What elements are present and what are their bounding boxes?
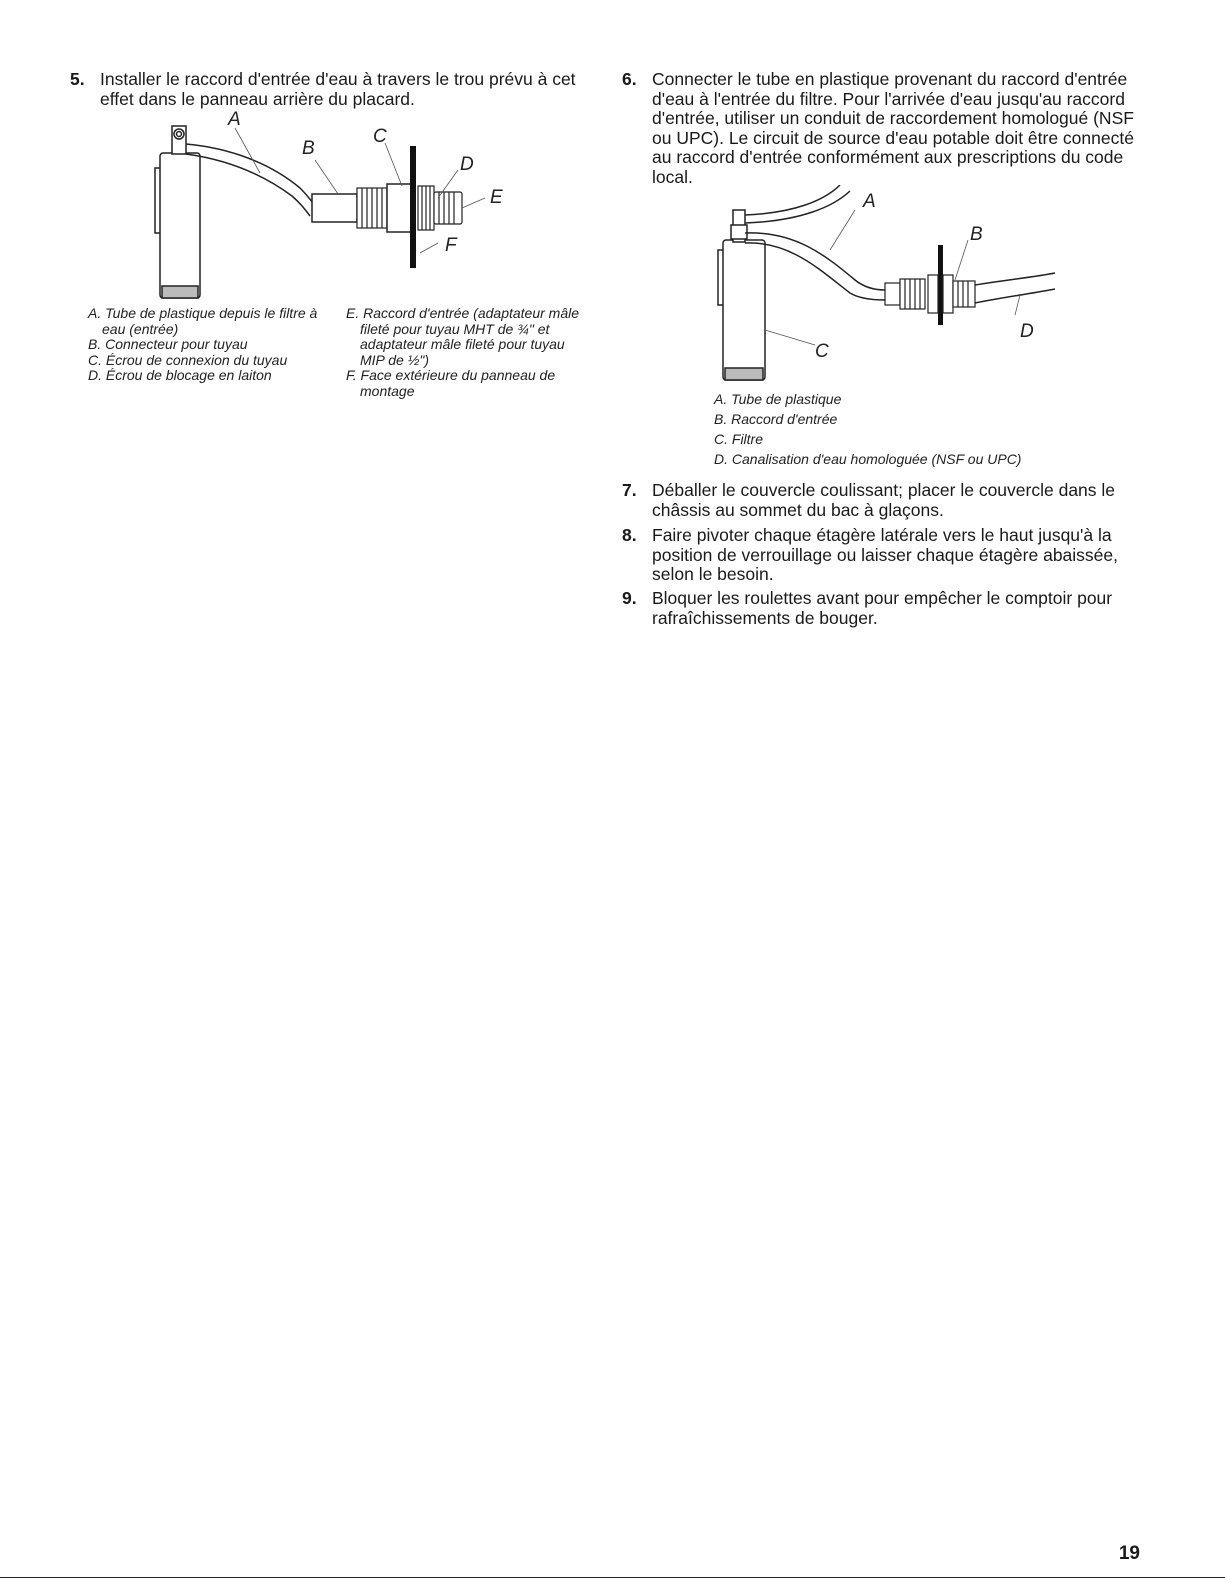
- label-c: C: [815, 341, 829, 362]
- label-d: D: [460, 154, 474, 175]
- step-number: 8.: [622, 525, 637, 545]
- label-e: E: [490, 187, 503, 208]
- caption-item: E. Raccord d'entrée (adaptateur mâle fileté pour tuyau MHT de ¾" et adaptateur mâle fileté pour tuyau MIP de ½"): [346, 305, 580, 368]
- caption-item: D. Écrou de blocage en laiton: [88, 367, 272, 383]
- step-number: 7.: [622, 480, 637, 500]
- connection-nut: [357, 188, 387, 228]
- step-5: [70, 70, 590, 109]
- caption-item: C. Écrou de connexion du tuyau: [88, 351, 288, 368]
- figure-inlet-installation: [140, 108, 520, 303]
- step-6: [622, 70, 1147, 187]
- male-thread-adapter: [434, 192, 462, 224]
- label-f: F: [445, 235, 457, 256]
- inlet-fitting: [885, 279, 925, 309]
- step-text: Installer le raccord d'entrée d'eau à travers le trou prévu à cet effet dans le panneau arrière du placard.: [100, 69, 576, 109]
- step-text: Déballer le couvercle coulissant; placer le couvercle dans le châssis au sommet du bac à glaçons.: [652, 480, 1116, 520]
- brass-lock-nut: [418, 186, 434, 230]
- caption-item: D. Canalisation d'eau homologuée (NSF ou UPC): [714, 451, 1022, 467]
- label-b: B: [302, 138, 315, 159]
- caption-item: A. Tube de plastique: [714, 391, 842, 407]
- label-c: C: [373, 126, 387, 147]
- caption-item: B. Raccord d'entrée: [714, 411, 838, 427]
- hose-connector: [312, 194, 357, 222]
- step-9: [622, 589, 1147, 628]
- step-text: Connecter le tube en plastique provenant du raccord d'entrée d'eau à l'entrée du filtre. Pour l'arrivée d'eau jusqu'au raccord d'entrée, utiliser un conduit de raccordement homologué (NSF ou UPC). Le circuit de source d'eau potable doit être connecté au raccord d'entrée conformément aux prescriptions du code local.: [652, 69, 1134, 187]
- step-number: 6.: [622, 69, 637, 89]
- mounting-panel: [410, 146, 416, 268]
- step-7: [622, 481, 1147, 520]
- page-number: 19: [1118, 1543, 1140, 1564]
- label-a: A: [228, 109, 241, 130]
- figure1-captions-col2: [346, 306, 586, 399]
- caption-item: F. Face extérieure du panneau de montage: [346, 367, 556, 399]
- step-8: [622, 526, 1147, 585]
- label-a: A: [863, 191, 876, 212]
- mounting-panel: [938, 245, 943, 325]
- label-d: D: [1020, 321, 1034, 342]
- figure1-captions-col1: [88, 306, 328, 384]
- bottom-rule: [0, 1577, 1225, 1578]
- step-number: 9.: [622, 588, 637, 608]
- caption-item: A. Tube de plastique depuis le filtre à eau (entrée): [88, 305, 318, 337]
- step-number: 5.: [70, 69, 85, 89]
- step-text: Faire pivoter chaque étagère latérale vers le haut jusqu'à la position de verrouillage ou laisser chaque étagère abaissée, selon le besoin.: [652, 525, 1118, 584]
- water-line: [975, 273, 1055, 303]
- filter-illustration: [155, 126, 200, 298]
- step-text: Bloquer les roulettes avant pour empêcher le comptoir pour rafraîchissements de bouger.: [652, 588, 1113, 628]
- filter-illustration: [718, 210, 765, 380]
- caption-item: C. Filtre: [714, 431, 763, 447]
- lock-nut: [928, 275, 975, 313]
- caption-item: B. Connecteur pour tuyau: [88, 336, 248, 352]
- figure-filter-connection: [715, 185, 1060, 390]
- plastic-tube: [186, 144, 318, 216]
- label-b: B: [970, 224, 983, 245]
- figure2-captions: [714, 389, 1114, 469]
